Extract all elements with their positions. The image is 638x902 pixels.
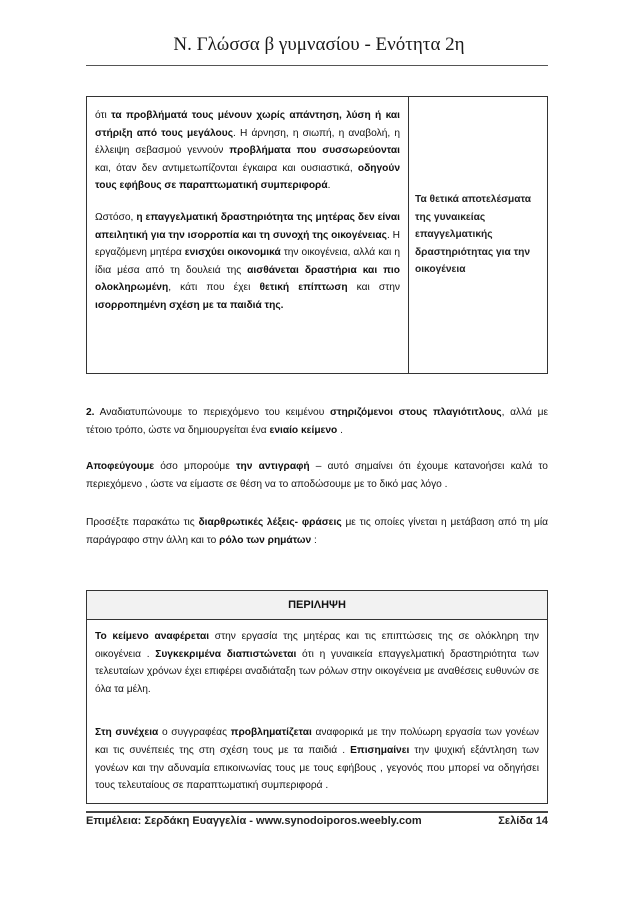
text-run: Επισημαίνει xyxy=(350,744,410,756)
text-run: ο συγγραφέας xyxy=(158,727,231,739)
instruction-paragraph-1 xyxy=(86,404,548,439)
text-run: τα προβλήματά τους μένουν χωρίς απάντηση, λύση ή και στήριξη από τους μεγάλους xyxy=(95,110,401,139)
page-header-title: Ν. Γλώσσα β γυμνασίου - Ενότητα 2η xyxy=(173,34,465,55)
table-paragraph-1 xyxy=(95,107,400,195)
text-run: ενιαίο κείμενο xyxy=(269,424,338,436)
text-run: την ψυχική εξάντληση των γονέων και την αδυναμία επικοινωνίας τους με τους εφήβους , γεγονός που μπορεί να οδηγήσει τους τελευταίους σε παραπτωματική συμπεριφορά . xyxy=(95,744,539,792)
page-footer xyxy=(86,815,548,827)
text-run: Το κείμενο αναφέρεται xyxy=(95,631,210,642)
text-run: στην εργασία της μητέρας και τις επιπτώσεις της σε ολόκληρη την οικογένεια . xyxy=(95,631,539,660)
instruction-paragraph-3 xyxy=(86,514,548,549)
text-run: στηριζόμενοι στους πλαγιότιτλους xyxy=(329,407,502,418)
text-run: . Η εργαζόμενη μητέρα xyxy=(95,229,400,259)
text-run: θετική επίπτωση xyxy=(259,282,348,294)
text-run: Συγκεκριμένα διαπιστώνεται xyxy=(155,648,297,660)
text-run: . xyxy=(327,180,331,192)
analysis-table xyxy=(86,96,548,374)
footer-divider xyxy=(86,811,548,813)
text-run: όσο μπορούμε xyxy=(154,461,236,472)
text-run: ενισχύει οικονομικά xyxy=(184,247,281,259)
text-run: ότι η γυναικεία επαγγελματική δραστηριότητα των τελευταίων χρόνων έχει επιφέρει αναδιάταξη των ρόλων στην οικογένεια με αναθέσεις ευθυνών σε όλα τα μέλη. xyxy=(95,648,539,695)
text-run: και, όταν δεν αντιμετωπίζονται έγκαιρα και ουσιαστικά, xyxy=(95,162,358,174)
instruction-paragraph-2 xyxy=(86,458,548,493)
text-run: αισθάνεται δραστήρια και πιο ολοκληρωμένη xyxy=(95,264,400,294)
text-run: προβληματίζεται xyxy=(230,727,312,739)
text-run: ρόλο των ρημάτων xyxy=(219,534,312,546)
summary-box xyxy=(86,590,548,804)
summary-paragraph-1 xyxy=(95,628,539,698)
text-run: η επαγγελματική δραστηριότητα της μητέρας δεν είναι απειλητική για την ισορροπία και τη συνοχή της οικογένειας xyxy=(95,211,400,241)
text-run: ισορροπημένη σχέση με τα παιδιά της. xyxy=(95,299,284,311)
summary-content xyxy=(87,620,547,795)
text-run: οδηγούν τους εφήβους σε παραπτωματική συμπεριφορά xyxy=(95,162,400,192)
text-run: ότι xyxy=(95,110,112,121)
text-run: Αναδιατυπώνουμε το περιεχόμενο του κειμένου xyxy=(94,407,330,418)
summary-paragraph-2 xyxy=(95,724,539,794)
text-run: την οικογένεια, αλλά και η ίδια μέσα από τη δουλειά της xyxy=(95,247,400,276)
text-run: 2. xyxy=(86,407,95,418)
text-run: Αποφεύγουμε xyxy=(86,461,155,472)
text-run: προβλήματα που συσσωρεύονται xyxy=(229,145,400,157)
text-run: – αυτό σημαίνει ότι έχουμε κατανοήσει καλά το περιεχόμενο , ώστε να είμαστε σε θέση να το αποδώσουμε με το δικό μας λόγο . xyxy=(86,461,548,490)
table-paragraph-2 xyxy=(95,209,400,315)
text-run: την αντιγραφή xyxy=(235,461,310,472)
header-divider xyxy=(86,65,548,66)
table-text-cell xyxy=(87,97,409,373)
text-run: διαρθρωτικές λέξεις- φράσεις xyxy=(198,517,342,528)
summary-title: ΠΕΡΙΛΗΨΗ xyxy=(87,591,547,620)
text-run: και στην xyxy=(347,282,401,294)
footer-credit: Επιμέλεια: Σερδάκη Ευαγγελία - www.synodoiporos.weebly.com xyxy=(86,815,422,827)
text-run: Προσέξτε παρακάτω τις xyxy=(86,517,199,528)
page-number: Σελίδα 14 xyxy=(498,815,548,827)
text-run: με τις οποίες γίνεται η μετάβαση από τη μία παράγραφο στην άλλη και το xyxy=(86,517,548,546)
text-run: αναφορικά με την πολύωρη εργασία των γονέων και τις συνέπειές της στη σχέση τους με τα παιδιά . xyxy=(95,727,539,756)
text-run: Στη συνέχεια xyxy=(95,727,159,739)
text-run: . Η άρνηση, η σιωπή, η αναβολή, η έλλειψη σεβασμού γεννούν xyxy=(95,127,401,157)
table-side-cell xyxy=(409,97,547,373)
text-run: , αλλά με τέτοιο τρόπο, ώστε να δημιουργείται ένα xyxy=(86,407,548,436)
text-run: . xyxy=(337,424,343,436)
side-heading: Τα θετικά αποτελέσματα της γυναικείας επαγγελματικής δραστηριότητας για την οικογένεια xyxy=(415,194,532,276)
text-run: , κάτι που έχει xyxy=(168,282,260,294)
text-run: Ωστόσο, xyxy=(95,211,137,223)
text-run: : xyxy=(311,534,317,546)
